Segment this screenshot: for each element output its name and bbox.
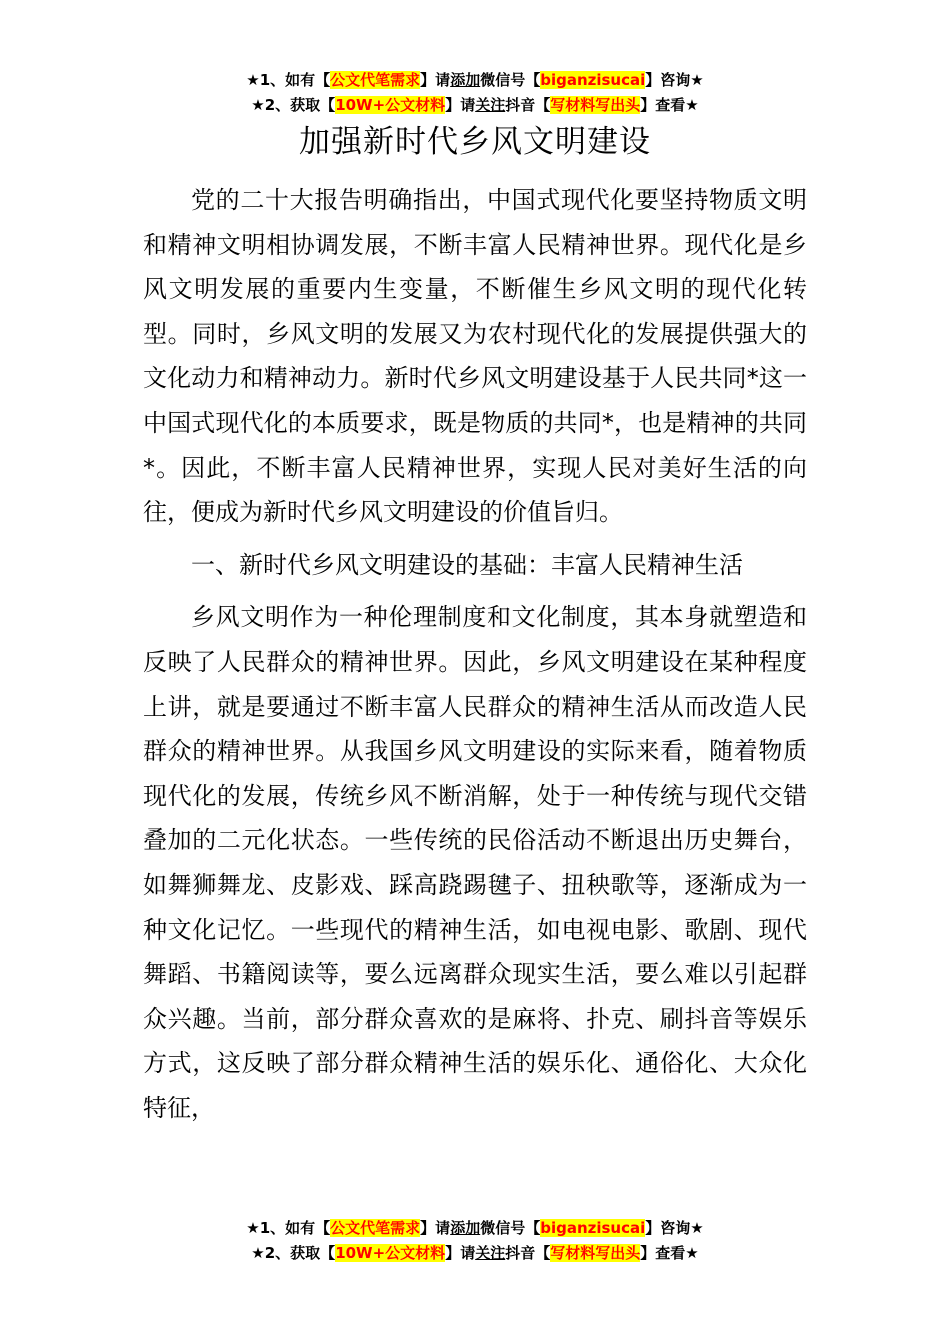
promo-line-1: ★1、如有【公文代笔需求】请添加微信号【biganzisucai】咨询★ [246, 71, 704, 89]
highlight-materials: 10W+公文材料 [335, 96, 446, 114]
top-promo-banner [0, 68, 950, 118]
highlight-douyin-account: 写材料写出头 [550, 1244, 641, 1262]
section-heading-1: 一、新时代乡风文明建设的基础：丰富人民精神生活 [191, 550, 743, 579]
document-body [143, 178, 807, 1130]
paragraph-section-1: 乡风文明作为一种伦理制度和文化制度，其本身就塑造和反映了人民群众的精神世界。因此，乡风文明建设在某种程度上讲，就是要通过不断丰富人民群众的精神生活从而改造人民群众的精神世界。从我国乡风文明建设的实际来看，随着物质现代化的发展，传统乡风不断消解，处于一种传统与现代交错叠加的二元化状态。一些传统的民俗活动不断退出历史舞台，如舞狮舞龙、皮影戏、踩高跷踢毽子、扭秧歌等，逐渐成为一种文化记忆。一些现代的精神生活，如电视电影、歌剧、现代舞蹈、书籍阅读等，要么远离群众现实生活，要么难以引起群众兴趣。当前，部分群众喜欢的是麻将、扑克、刷抖音等娱乐方式，这反映了部分群众精神生活的娱乐化、通俗化、大众化特征， [143, 603, 807, 1122]
highlight-materials: 10W+公文材料 [335, 1244, 446, 1262]
promo-line-2: ★2、获取【10W+公文材料】请关注抖音【写材料写出头】查看★ [251, 96, 699, 114]
document-title: 加强新时代乡风文明建设 [299, 124, 651, 160]
promo-line-2: ★2、获取【10W+公文材料】请关注抖音【写材料写出头】查看★ [251, 1244, 699, 1262]
highlight-wechat-id: biganzisucai [540, 1219, 646, 1237]
underline-follow: 关注 [475, 96, 506, 114]
paragraph-intro: 党的二十大报告明确指出，中国式现代化要坚持物质文明和精神文明相协调发展，不断丰富人民精神世界。现代化是乡风文明发展的重要内生变量，不断催生乡风文明的现代化转型。同时，乡风文明的发展又为农村现代化的发展提供强大的文化动力和精神动力。新时代乡风文明建设基于人民共同*这一中国式现代化的本质要求，既是物质的共同*，也是精神的共同*。因此，不断丰富人民精神世界，实现人民对美好生活的向往，便成为新时代乡风文明建设的价值旨归。 [143, 186, 807, 527]
underline-add: 添加 [450, 1219, 481, 1237]
highlight-douyin-account: 写材料写出头 [550, 96, 641, 114]
promo-line-1: ★1、如有【公文代笔需求】请添加微信号【biganzisucai】咨询★ [246, 1219, 704, 1237]
highlight-ghostwriting: 公文代笔需求 [330, 1219, 421, 1237]
highlight-ghostwriting: 公文代笔需求 [330, 71, 421, 89]
underline-add: 添加 [450, 71, 481, 89]
underline-follow: 关注 [475, 1244, 506, 1262]
bottom-promo-banner [0, 1216, 950, 1266]
highlight-wechat-id: biganzisucai [540, 71, 646, 89]
